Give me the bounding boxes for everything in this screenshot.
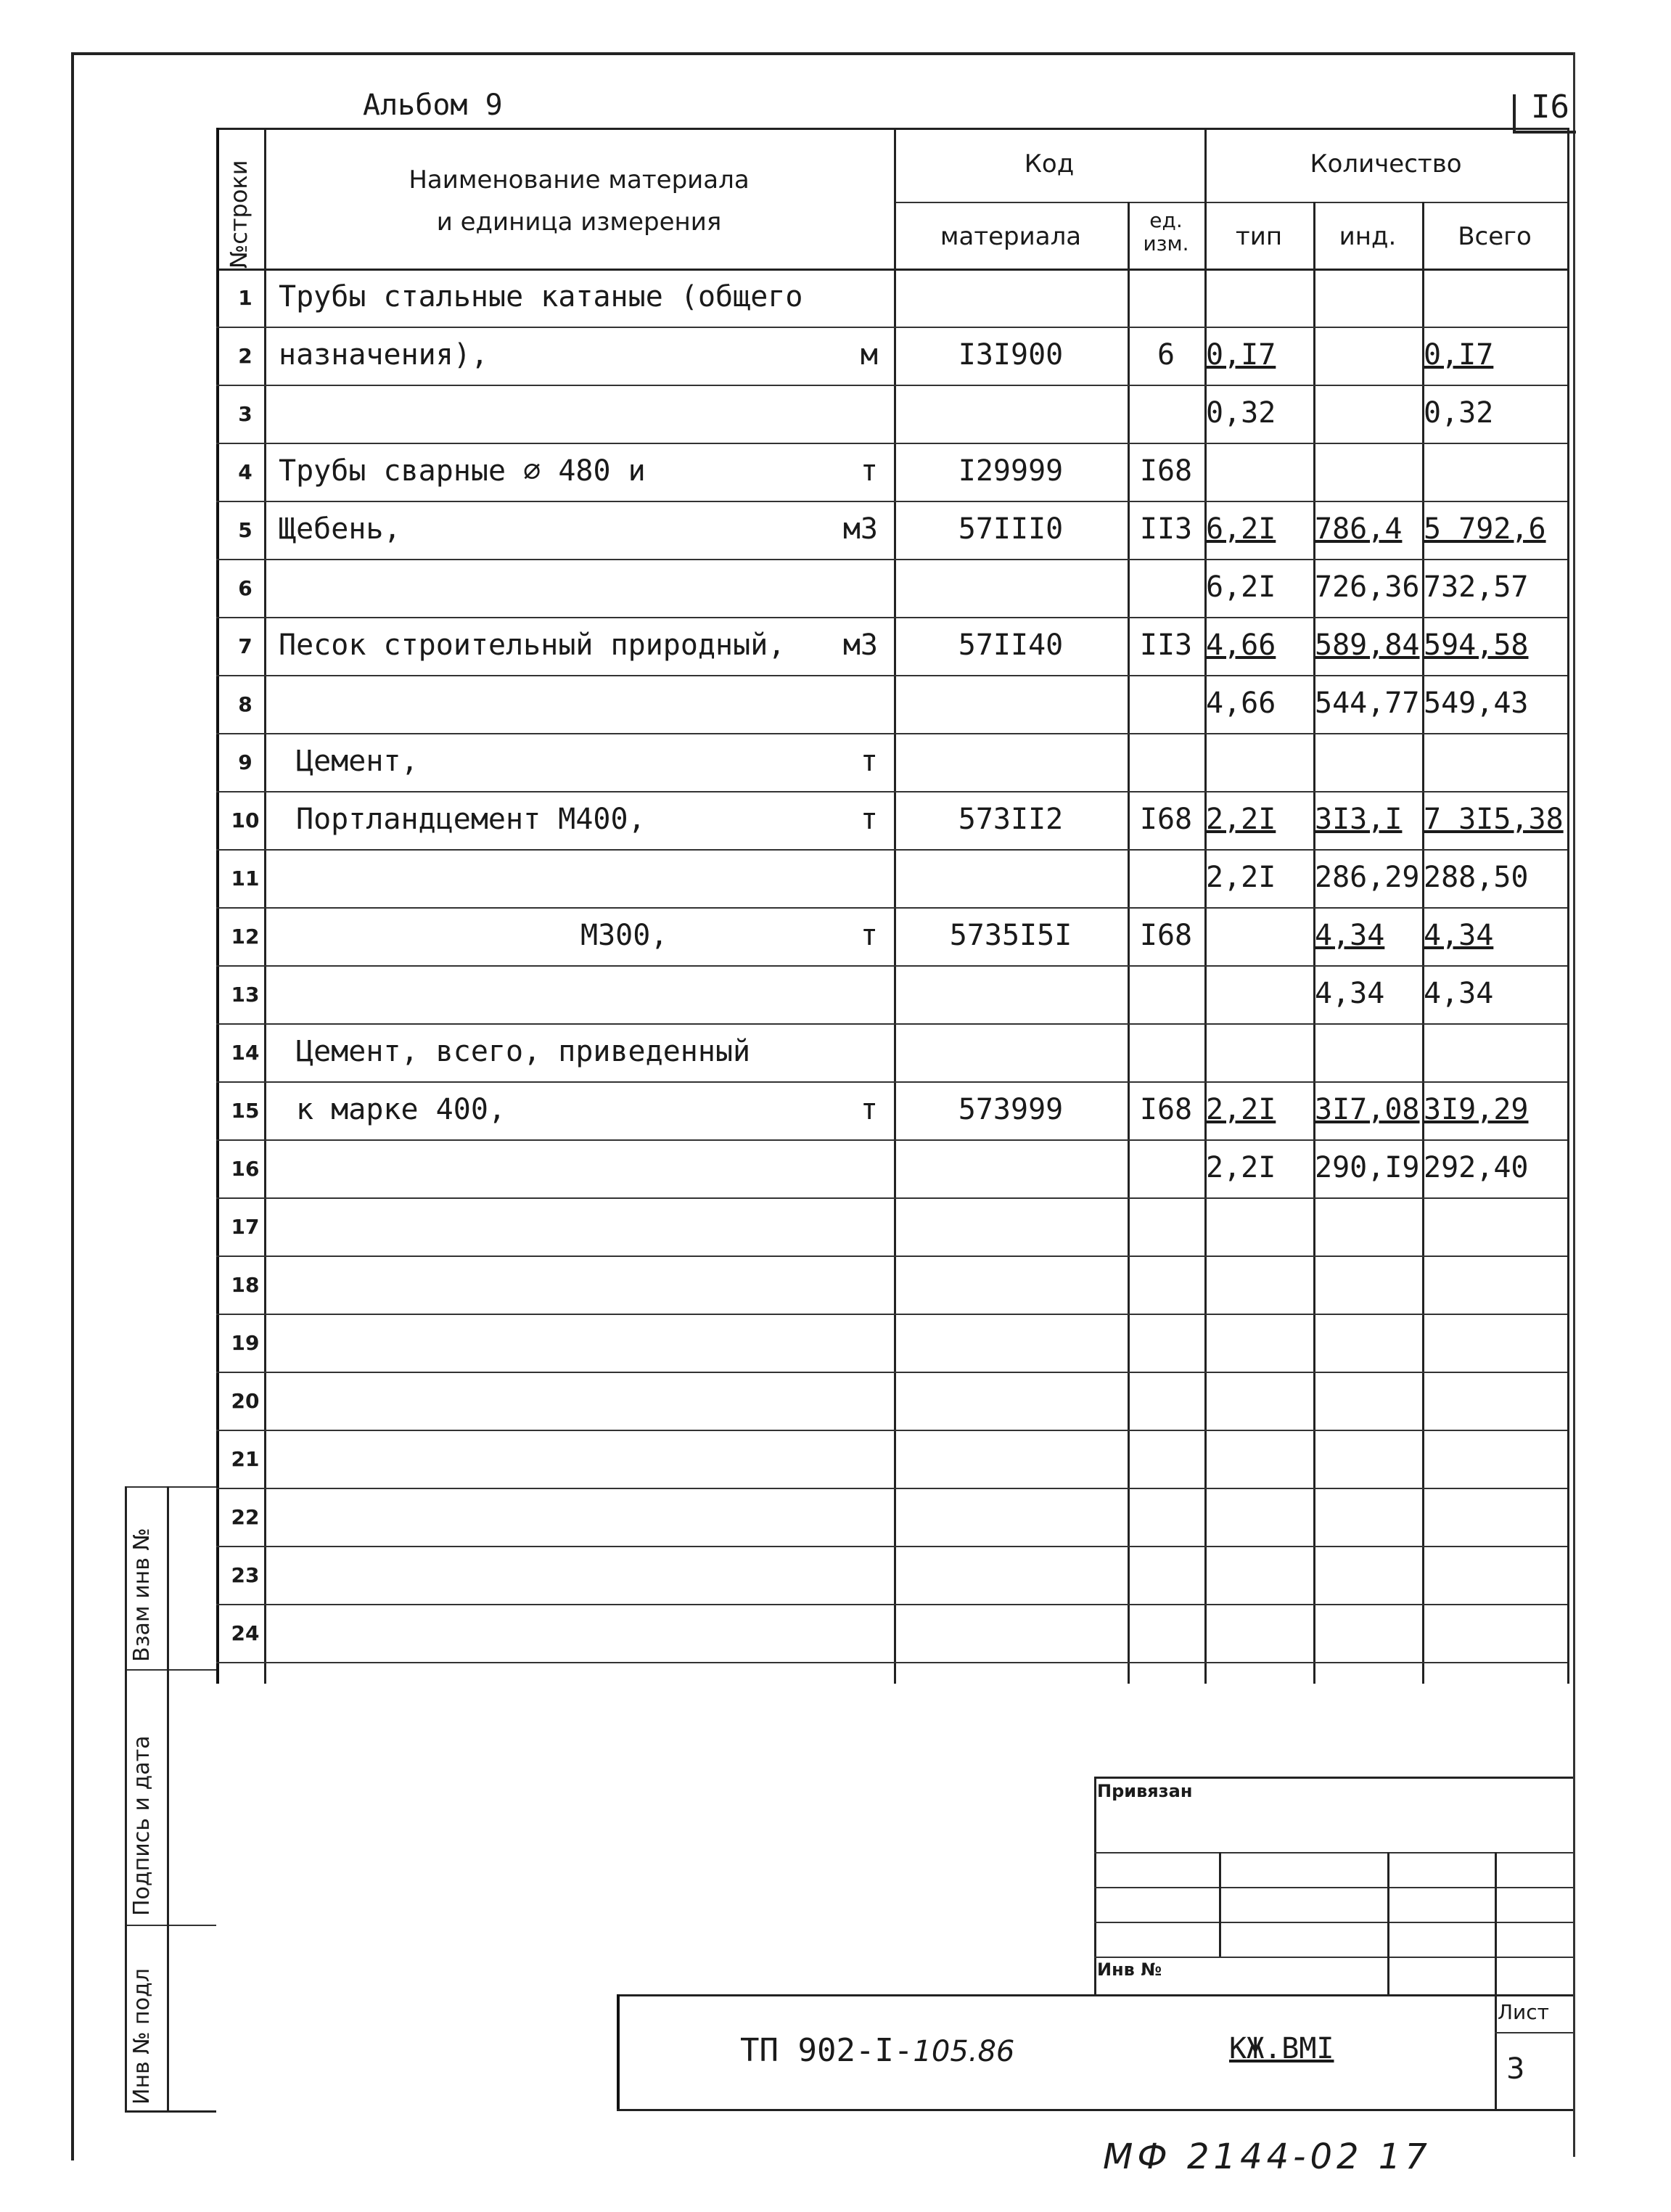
sheet-number: I6 (1531, 89, 1569, 126)
header-code-material: материала (940, 222, 1082, 251)
material-name: Трубы стальные катаные (общего (279, 280, 803, 314)
material-name: Цемент, (296, 745, 419, 778)
table-right-line (1567, 128, 1569, 1684)
handwritten-archive-number: МФ 2144-02 17 (1103, 2137, 1432, 2177)
qty-total: 732,57 (1424, 570, 1529, 604)
material-code: 573999 (958, 1093, 1064, 1126)
qty-ind: 786,4 (1315, 512, 1403, 546)
row-number: 2 (238, 344, 253, 368)
row-divider (216, 385, 1567, 386)
row-number: 4 (238, 460, 253, 484)
row-divider (216, 907, 1567, 909)
header-code: Код (1024, 149, 1075, 179)
header-bottom-line (216, 269, 1567, 271)
qty-type: 6,2I (1206, 512, 1276, 546)
row-divider (216, 965, 1567, 967)
row-number: 7 (238, 634, 253, 658)
row-divider (216, 501, 1567, 502)
qty-total: 292,40 (1424, 1151, 1529, 1184)
qty-ind: 3I7,08 (1315, 1093, 1420, 1126)
material-unit: т (860, 745, 878, 778)
row-divider (216, 559, 1567, 560)
material-code: 57II40 (958, 628, 1064, 662)
qty-ind: 290,I9 (1315, 1151, 1420, 1184)
doc-code-hand: 105.86 (913, 2035, 1015, 2068)
row-divider (216, 443, 1567, 444)
qty-type: 2,2I (1206, 1151, 1276, 1184)
material-unit: т (860, 803, 878, 836)
row-divider (216, 617, 1567, 618)
frame-top-border (71, 52, 1573, 55)
row-divider (216, 1662, 1567, 1663)
row-divider (216, 791, 1567, 792)
row-number: 19 (231, 1331, 260, 1355)
row-number: 24 (231, 1621, 260, 1645)
header-name-line2: и единица измерения (436, 208, 722, 237)
list-mid-line (1495, 2032, 1573, 2033)
qty-ind: 4,34 (1315, 977, 1385, 1010)
qty-type: 0,32 (1206, 396, 1276, 430)
row-number: 6 (238, 576, 253, 600)
row-divider (216, 1430, 1567, 1431)
inv-no-label: Инв № (1097, 1959, 1162, 1980)
side-stamp-line-3 (125, 1925, 216, 1926)
material-code: I3I900 (958, 338, 1064, 372)
privyazan-line-1 (1094, 1852, 1573, 1853)
row-number: 3 (238, 402, 253, 426)
frame-right-border (1573, 52, 1575, 2157)
row-divider (216, 1314, 1567, 1315)
qty-ind: 3I3,I (1315, 803, 1403, 836)
side-stamp-left-line (125, 1486, 127, 2110)
material-unit: т (860, 454, 878, 488)
qty-total: 4,34 (1424, 919, 1494, 952)
doc-mark: КЖ.ВМI (1229, 2032, 1334, 2065)
main-stamp-top-line (617, 1994, 1573, 1996)
material-name: к марке 400, (296, 1093, 506, 1126)
header-row-no: №строки (225, 160, 253, 269)
material-code: I29999 (958, 454, 1064, 488)
qty-total: 549,43 (1424, 687, 1529, 720)
table-left-line (216, 128, 219, 1684)
unit-code: I68 (1139, 454, 1193, 488)
album-label: Альбом 9 (363, 89, 503, 122)
material-name: Портландцемент М400, (296, 803, 646, 836)
qty-type: 2,2I (1206, 861, 1276, 894)
row-divider (216, 849, 1567, 851)
qty-type: 2,2I (1206, 803, 1276, 836)
row-divider (216, 1372, 1567, 1373)
material-code: 57III0 (958, 512, 1064, 546)
row-divider (216, 327, 1567, 328)
material-name: Песок строительный природный, (279, 628, 786, 662)
row-number: 8 (238, 692, 253, 716)
material-name: Щебень, (279, 512, 401, 546)
header-q-total: Всего (1458, 222, 1532, 251)
header-mid-line (894, 202, 1567, 203)
unit-code: II3 (1139, 512, 1193, 546)
header-quantity: Количество (1310, 149, 1462, 179)
row-number: 21 (231, 1447, 260, 1471)
qty-ind: 589,84 (1315, 628, 1420, 662)
row-number: 11 (231, 867, 260, 890)
privyazan-line-3 (1094, 1922, 1573, 1923)
row-number: 9 (238, 750, 253, 774)
side-stamp-podpis: Подпись и дата (129, 1735, 155, 1916)
qty-total: 0,I7 (1424, 338, 1494, 372)
qty-total: 594,58 (1424, 628, 1529, 662)
row-divider (216, 1604, 1567, 1605)
list-value: 3 (1506, 2052, 1525, 2086)
qty-total: 3I9,29 (1424, 1093, 1529, 1126)
row-divider (216, 1081, 1567, 1083)
row-number: 13 (231, 983, 260, 1007)
row-number: 10 (231, 808, 260, 832)
qty-type: 4,66 (1206, 687, 1276, 720)
row-number: 23 (231, 1563, 260, 1587)
row-number: 22 (231, 1505, 260, 1529)
material-unit: м3 (842, 628, 878, 662)
row-divider (216, 1197, 1567, 1199)
row-divider (216, 1023, 1567, 1025)
privyazan-left-line (1094, 1777, 1096, 1994)
header-code-unit: ед. изм. (1143, 208, 1189, 255)
qty-total: 5 792,6 (1424, 512, 1546, 546)
side-stamp-mid-line (167, 1486, 169, 2110)
header-name-line1: Наименование материала (408, 165, 750, 194)
material-name: Цемент, всего, приведенный (296, 1035, 751, 1068)
row-number: 12 (231, 925, 260, 949)
header-q-ind: инд. (1339, 222, 1397, 251)
qty-ind: 286,29 (1315, 861, 1420, 894)
list-label: Лист (1498, 2000, 1549, 2024)
material-name: назначения), (279, 338, 488, 372)
row-number: 15 (231, 1099, 260, 1123)
qty-type: 4,66 (1206, 628, 1276, 662)
side-stamp-bottom-line (125, 2110, 216, 2113)
row-number: 14 (231, 1041, 260, 1065)
row-divider (216, 1139, 1567, 1141)
qty-type: 2,2I (1206, 1093, 1276, 1126)
unit-code: I68 (1139, 1093, 1193, 1126)
row-divider (216, 675, 1567, 676)
row-number: 1 (238, 286, 253, 310)
qty-total: 4,34 (1424, 977, 1494, 1010)
material-name: М300, (580, 919, 668, 952)
unit-code: 6 (1157, 338, 1175, 372)
row-number: 17 (231, 1215, 260, 1239)
unit-code: I68 (1139, 919, 1193, 952)
table-top-line (216, 128, 1567, 130)
material-unit: т (860, 919, 878, 952)
row-divider (216, 1255, 1567, 1257)
privyazan-col-1 (1219, 1852, 1221, 1957)
doc-code (740, 2032, 1014, 2069)
row-divider (216, 733, 1567, 734)
material-code: 573II2 (958, 803, 1064, 836)
qty-type: 0,I7 (1206, 338, 1276, 372)
material-unit: м (860, 338, 878, 372)
list-col-line (1495, 1994, 1497, 2110)
qty-total: 7 3I5,38 (1424, 803, 1564, 836)
row-number: 20 (231, 1389, 260, 1413)
row-number: 18 (231, 1273, 260, 1297)
qty-total: 288,50 (1424, 861, 1529, 894)
privyazan-col-2 (1387, 1852, 1389, 1994)
main-stamp-bottom-line (617, 2109, 1573, 2111)
row-divider (216, 1488, 1567, 1489)
qty-ind: 4,34 (1315, 919, 1385, 952)
material-unit: м3 (842, 512, 878, 546)
qty-ind: 544,77 (1315, 687, 1420, 720)
row-number: 5 (238, 518, 253, 542)
row-divider (216, 1546, 1567, 1547)
main-stamp-left-line (617, 1994, 620, 2110)
header-q-type: тип (1235, 222, 1283, 251)
material-code: 5735I5I (949, 919, 1072, 952)
side-stamp-vzam: Взам инв № (129, 1528, 155, 1662)
privyazan-label: Привязан (1097, 1781, 1193, 1801)
privyazan-top-line (1094, 1777, 1573, 1779)
material-unit: т (860, 1093, 878, 1126)
privyazan-line-2 (1094, 1887, 1573, 1888)
qty-type: 6,2I (1206, 570, 1276, 604)
unit-code: I68 (1139, 803, 1193, 836)
side-stamp-inv-podl: Инв № подл (129, 1968, 155, 2105)
privyazan-col-3 (1495, 1852, 1497, 1994)
side-stamp-top-line (125, 1486, 216, 1488)
frame-left-border (71, 52, 74, 2160)
privyazan-line-4 (1094, 1957, 1573, 1958)
qty-ind: 726,36 (1315, 570, 1420, 604)
unit-code: II3 (1139, 628, 1193, 662)
side-stamp-line-2 (125, 1669, 216, 1671)
material-name: Трубы сварные ∅ 480 и (279, 454, 646, 488)
row-number: 16 (231, 1157, 260, 1181)
rownum-col-line (264, 128, 266, 1684)
doc-code-print: ТП 902-I- (740, 2032, 913, 2069)
qty-total: 0,32 (1424, 396, 1494, 430)
